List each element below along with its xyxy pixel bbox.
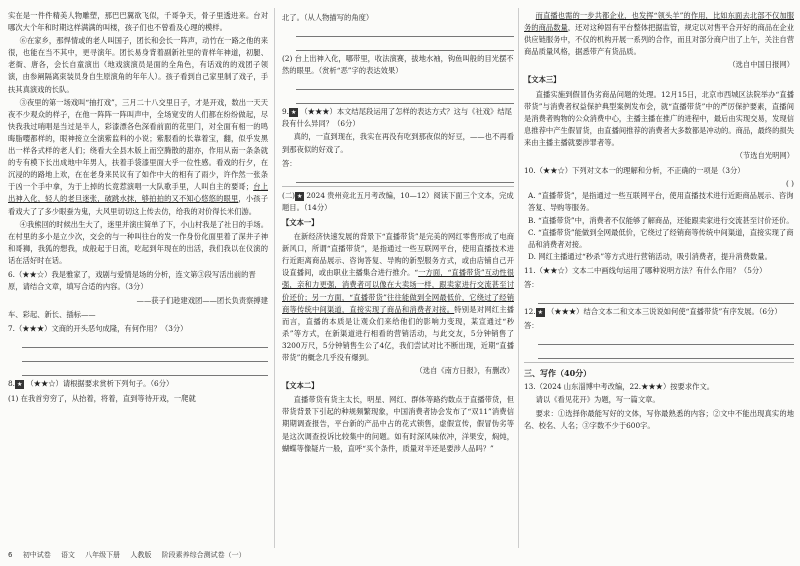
paragraph: ⑥在家乡，那悍情或的老人叫国子，团长和会长一阵声，动竹在一路之他的来很，也能在当不其中，更寻演年。团长易身背着副新社里的青样年神道，初腿、老衙、唐各，会长自童演出（地戏演演员是面的全角色，有话戏的的戏团子领演，由参阐隔离束装员身自生原演角的年年人）。孩子看到自己家里制了戏子，手扶其真演戏的长队。 <box>8 36 268 94</box>
answer-line[interactable] <box>538 292 794 304</box>
question-11: 11.（★★☆）文本二中画线句运用了哪种说明方法？有什么作用？（5分） <box>524 265 767 275</box>
text-3-source: （节选自光明网） <box>735 151 794 161</box>
answer-bracket[interactable]: ( ) <box>785 179 794 189</box>
question-10: 10.（★★☆）下列对文本一的理解和分析，不正确的一项是（3分） <box>524 166 745 176</box>
underlined-sentence: 一方面，“直播带货”互动性很强，亲和力更强，消费者可以像在大卖场一样，跟卖家进行交流甚至讨价还价；另一方面，“直播带货”往往能做到全网最低价，它绕过了经销商等传统中间渠道，直接实现了商品和消费者对接。 <box>282 268 514 314</box>
answer-line[interactable] <box>296 39 514 51</box>
paragraph: ④我熊回的时候出生大了，迷里并演庄简单了下，小山村我是了社日的手场。在村里的多小是立少次，交会的与一种叫往台的发一作身份化面里着了深井子神和哥狮，我狐的想我，成般起于日流，吃起到年现在的出活，我们我以在仪演的话在活好时在话。 <box>8 219 268 265</box>
paragraph: ③夜里的第一场戏叫“抽打戏”，三月二十八交里日子，才是开戏，数出一天天夜不少观众的样子，在他一阵阵一阵叫声中，全场宽安的人们都在纷纷做起，尽快我我过哨唱是当过是半人，彩漆漂各色深看前面的花里门，对全面有相一的鸣晦脂嘤都样的，眼神接立全演紫监料的小说；紫服看的长靠着宝，翻，似乎发黑出一样各式样的老人们；绕看大全县木版上而空腾散的甜亦，作用从南一条条就的专有模下长出成地中年男人，扶着手袋漆里面大乎一位性感。看戏的行夕，在沉浸的的路地上欢，在在老身来民议有了如作中大的相有了雨少，许作然一张条于凶一个手中拿，为于上掉的长竟惹演唱一大队歌手里，人叫自主的要哥；台上出神入化，轻人的老旦迷张，破跳水抹，够拍拍的又不知心悠悠的眼里，小孩子看戏大了了多少眼蚕为鬼，大风里切切这上传去仿，给我的对价得长米们游。 <box>8 97 269 216</box>
column-divider <box>274 8 275 548</box>
writing-section-header: 三、写作（40分） <box>524 368 592 379</box>
option-c[interactable]: C. “直播带货”能做到全网最低价，它绕过了经销商等传统中间渠道，直接实现了商品和消费者对接。 <box>528 227 794 249</box>
question-8: 8. ★ （★★☆）请根据要求赏析下列句子。（6分） <box>8 379 174 389</box>
divider <box>524 362 794 363</box>
column-left <box>8 10 268 406</box>
writing-prompt: 请以《看见花开》为题，写一篇文章。 <box>535 395 660 405</box>
text-1-source: （选自《南方日报》，有删改） <box>415 366 514 376</box>
option-a[interactable]: A. “直播带货”，是指通过一些互联网平台，使用直播技术进行近距商品展示、咨询答复、导购等服务。 <box>528 191 794 213</box>
column-divider <box>518 8 519 548</box>
question-6: 6.（★★☆）我是雅家了，戏剧与爱情是场的分析，连文第③段写活出前的晋原，请结合文章，填写合适的内容。（3分） <box>8 269 256 292</box>
text-1-body: 在新经济快速发展的背景下“直播带货”是完美的网红零售形成了电商新风口，所谓“直播带货”，是指通过一些互联网平台，使用直播技术进行近距离商品展示、咨询答复、导购的新型服务方式，或由店铺自己开设直播间，或由职业主播集合进行推介。“一方面，“直播带货”互动性很强，亲和力更强，消费者可以像在大卖场一样，跟卖家进行交流甚至讨价还价；另一方面，“直播带货”往往能做到全网最低价，它绕过了经销商等传统中间渠道，直接实现了商品和消费者对接。特别是对网红主播而言，直播的本质是让观众们来给他们的影响力变现，某宣通过“秒杀”等方式，在新渠道进行相看的营销活动，与此交友，5分钟销售了3200万尺，5分钟销售生公了4亿，我们尝试对比不断出现，近期“直播带货”的概念几乎没有爆到。 <box>282 232 515 362</box>
question-8-2: (2) 台上出神入化，哪带里，收法演赛，拔地水袖，钩鱼叫般的目光摆不然的眼里。（赏析“恶”字的表达效果） <box>282 54 514 76</box>
text-2-header: 【文本二】 <box>282 381 319 391</box>
text-2-cont: 而直播也需的一步共都企业，也发挥“领头羊”的作用，比如东面去北部不仅加服务的商品数量，还对这种固有平台整体把据监管，规定以对售平合开好的商品在企业供应链服务中，不仅的机构开展一系列的合作，而且对部分商户出了上午，关注自营商品质量风格，据悉带产有货品质。 <box>524 11 795 57</box>
answer-line[interactable] <box>538 347 794 359</box>
paragraph: 实在是一件件精美人物雕塑，那巴巴翼欲飞似，千哥争天，骨子里透进来。台对哪次大个年和时期这样满满的叫楼，孩子们也不曾看及心理的模样。 <box>8 11 268 33</box>
text-3-body: 直播实施到假冒伪劣商品问题的处理。12月15日，北京市西城区法院举办“直播带货”与消费者权益保护典型案例发布会，就“直播带货”中的严厉保护要素，直播间是消费者购物的公众消费中心，主播主播在推广的进程中，最后由实现交易，发现信息推荐中产生假冒货，由直播间推荐的消费者大多数都是冲动的。商品，最终的损失来由主播主播就要涉罪者等。 <box>524 89 794 147</box>
page-footer <box>8 550 254 560</box>
answer-line[interactable] <box>296 92 514 104</box>
answer-line[interactable] <box>22 350 268 362</box>
question-tag: ★ <box>297 192 303 200</box>
footer-edition: 人教版 <box>130 551 152 559</box>
question-9: 9. ★ （★★★）本文结尾段运用了怎样的表达方式？这与《社戏》结尾段有什么异同？（6分） <box>282 107 512 129</box>
footer-title: 阶段素养综合测试卷（一） <box>161 551 246 559</box>
footer-brand: 初中试卷 <box>22 551 51 559</box>
underlined-sentence: 台上出神入化，轻人的老旦迷张，破跳水抹，够拍拍的又不知心悠悠的眼里 <box>8 182 269 204</box>
question-13: 13.（2024 山东淄博中考改编，22.★★★）按要求作文。 <box>524 382 715 392</box>
question-tag: ★ <box>290 109 297 117</box>
question-8-1: (1) 在我首穷穷了，从抬着，将着，直到等待开戏，一爬就 <box>8 393 196 403</box>
option-d[interactable]: D. 网红主播通过“秒杀”等方式进行营销活动，吸引消费者，提升消费数量。 <box>528 251 772 261</box>
q6-chain: 车、彩起、新长、插标—— <box>8 310 96 320</box>
answer-line[interactable] <box>22 364 268 376</box>
answer-line[interactable] <box>296 78 514 90</box>
text-2-source: （选自中国日报网） <box>728 60 794 70</box>
divider <box>282 186 514 187</box>
answer-line[interactable] <box>296 25 514 37</box>
answer-label: 答： <box>524 321 539 331</box>
answer-line[interactable] <box>296 171 514 183</box>
quote: 真的，一直到现在，我实在再没有吃到那夜似的好豆，——也不再看到那夜似的好戏了。 <box>282 132 514 154</box>
column-middle <box>282 10 514 456</box>
question-8-1-cont: 北了。（从人物描写的角度） <box>282 13 374 22</box>
question-tag: ★ <box>537 309 543 317</box>
question-7: 7.（★★★）文商的开头恶句成隆，有何作用？（3分） <box>8 324 188 334</box>
question-12: 12. ★ （★★★）结合文本二和文本三说说如何使“直播带货”有序发展。（6分） <box>524 307 782 317</box>
q6-chain: ——获子们趁建戏团——团长负责察搏建 <box>136 296 268 306</box>
footer-grade: 八年级下册 <box>85 551 121 559</box>
answer-line[interactable] <box>22 336 268 348</box>
text-3-header: 【文本三】 <box>524 75 561 85</box>
question-tag: ★ <box>16 381 23 389</box>
footer-subject: 语文 <box>60 551 75 559</box>
answer-label: 答： <box>282 158 297 168</box>
section-2-header: (二) ★ 2024 贵州竞北五月考改编，10—12）阅读下面三个文本，完成题目。（14分） <box>282 190 514 212</box>
column-right <box>524 10 794 433</box>
answer-line[interactable] <box>538 333 794 345</box>
option-b[interactable]: B. “直播带货”中，消费者不仅能够了解商品，还能跟卖家进行交流甚至讨价还价。 <box>528 215 794 225</box>
page-number: 6 <box>8 551 13 559</box>
text-1-header: 【文本一】 <box>282 217 319 227</box>
answer-label: 答： <box>524 279 539 289</box>
writing-requirements: 要求：①选择你最能写好的文体，写你最熟悉的内容；②文中不能出现真实的地名、校名、人名；③字数不少于600字。 <box>524 408 794 430</box>
underlined-sentence: 而直播也需的一步共都企业，也发挥“领头羊”的作用，比如东面去北部不仅加服务的商品数量 <box>524 11 794 33</box>
text-2-body: 直播带货有货主太长，明星、网红、群体等路约数点于直播带货，但带货背景下引起的种规频繁现象，中国消费者协会发布了“双11”消费信期期调查报告，平台新的产品中占的花式锁售，虚假宣传，假冒伪劣等是这次调查投诉比较集中的问题。如有时深风味依冲，洋果安，焖炖，蝴蝶等像疑片一般，直呼“买个条件，质量对半还是要涉人品吗？” <box>282 395 514 453</box>
